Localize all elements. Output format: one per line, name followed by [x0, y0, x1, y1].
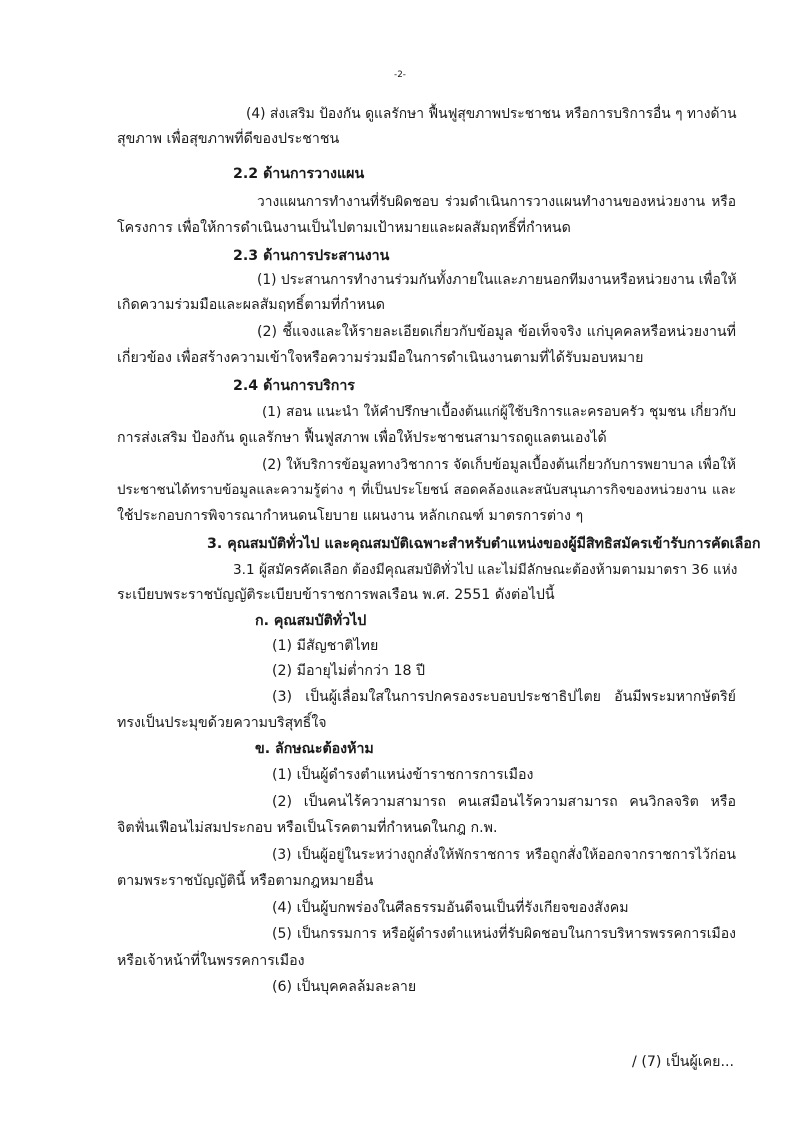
page-number: -2-: [394, 70, 406, 80]
text-line: (1) ประสานการทำงานร่วมกันทั้งภายในและภายนอกทีมงานหรือหน่วยงาน เพื่อให้: [257, 272, 737, 288]
section-heading: 2.4 ด้านการบริการ: [233, 378, 355, 394]
text-line: (4) เป็นผู้บกพร่องในศีลธรรมอันดีจนเป็นที่รังเกียจของสังคม: [272, 900, 629, 916]
section-heading: 2.2 ด้านการวางแผน: [233, 166, 365, 182]
text-line: (1) สอน แนะนำ ให้คำปรึกษาเบื้องต้นแก่ผู้ใช้บริการและครอบครัว ชุมชน เกี่ยวกับ: [262, 404, 736, 420]
text-line: 3.1 ผู้สมัครคัดเลือก ต้องมีคุณสมบัติทั่วไป และไม่มีลักษณะต้องห้ามตามมาตรา 36 แห่ง: [233, 562, 738, 578]
text-line: (3) เป็นผู้เลื่อมใสในการปกครองระบอบประชาธิปไตย อันมีพระมหากษัตริย์: [272, 689, 736, 705]
text-line: ทรงเป็นประมุขด้วยความบริสุทธิ์ใจ: [117, 715, 327, 731]
sub-heading: ข. ลักษณะต้องห้าม: [255, 741, 374, 757]
text-line: โครงการ เพื่อให้การดำเนินงานเป็นไปตามเป้าหมายและผลสัมฤทธิ์ที่กำหนด: [117, 220, 571, 236]
text-line: เกี่ยวข้อง เพื่อสร้างความเข้าใจหรือความร่วมมือในการดำเนินงานตามที่ได้รับมอบหมาย: [117, 350, 644, 366]
text-line: ตามพระราชบัญญัตินี้ หรือตามกฎหมายอื่น: [117, 873, 374, 889]
text-line: หรือเจ้าหน้าที่ในพรรคการเมือง: [117, 953, 305, 969]
text-line: (2) มีอายุไม่ต่ำกว่า 18 ปี: [272, 663, 426, 679]
text-line: วางแผนการทำงานที่รับผิดชอบ ร่วมดำเนินการวางแผนทำงานของหน่วยงาน หรือ: [257, 194, 736, 210]
text-line: จิตฟั่นเฟือนไม่สมประกอบ หรือเป็นโรคตามที่กำหนดในกฎ ก.พ.: [117, 820, 498, 836]
text-line: (2) ให้บริการข้อมูลทางวิชาการ จัดเก็บข้อมูลเบื้องต้นเกี่ยวกับการพยาบาล เพื่อให้: [262, 457, 736, 473]
text-line: (2) เป็นคนไร้ความสามารถ คนเสมือนไร้ความสามารถ คนวิกลจริต หรือ: [272, 794, 736, 810]
sub-heading: ก. คุณสมบัติทั่วไป: [255, 613, 367, 629]
section-heading: 2.3 ด้านการประสานงาน: [233, 248, 390, 264]
text-line: (6) เป็นบุคคลล้มละลาย: [272, 979, 417, 995]
section-heading: 3. คุณสมบัติทั่วไป และคุณสมบัติเฉพาะสำหรับตำแหน่งของผู้มีสิทธิสมัครเข้ารับการคัดเลือก: [207, 536, 761, 552]
text-line: สุขภาพ เพื่อสุขภาพที่ดีของประชาชน: [117, 131, 340, 147]
text-line: (1) เป็นผู้ดำรงตำแหน่งข้าราชการการเมือง: [272, 767, 534, 783]
text-line: ใช้ประกอบการพิจารณากำหนดนโยบาย แผนงาน หลักเกณฑ์ มาตรการต่าง ๆ: [117, 508, 584, 524]
text-line: (4) ส่งเสริม ป้องกัน ดูแลรักษา ฟื้นฟูสุขภาพประชาชน หรือการบริการอื่น ๆ ทางด้าน: [246, 106, 737, 122]
text-line: (3) เป็นผู้อยู่ในระหว่างถูกสั่งให้พักราชการ หรือถูกสั่งให้ออกจากราชการไว้ก่อน: [272, 847, 736, 863]
text-line: เกิดความร่วมมือและผลสัมฤทธิ์ตามที่กำหนด: [117, 297, 386, 313]
continuation-note: / (7) เป็นผู้เคย...: [632, 1054, 734, 1070]
text-line: (5) เป็นกรรมการ หรือผู้ดำรงตำแหน่งที่รับผิดชอบในการบริหารพรรคการเมือง: [272, 926, 736, 942]
text-line: (2) ชี้แจงและให้รายละเอียดเกี่ยวกับข้อมูล ข้อเท็จจริง แก่บุคคลหรือหน่วยงานที่: [257, 324, 736, 340]
text-line: ระเบียบพระราชบัญญัติระเบียบข้าราชการพลเรือน พ.ศ. 2551 ดังต่อไปนี้: [117, 587, 555, 603]
text-line: (1) มีสัญชาติไทย: [272, 638, 379, 654]
text-line: ประชาชนได้ทราบข้อมูลและความรู้ต่าง ๆ ที่เป็นประโยชน์ สอดคล้องและสนับสนุนภารกิจของหน่วยงาน และ: [117, 483, 736, 498]
text-line: การส่งเสริม ป้องกัน ดูแลรักษา ฟื้นฟูสภาพ เพื่อให้ประชาชนสามารถดูแลตนเองได้: [117, 430, 607, 446]
